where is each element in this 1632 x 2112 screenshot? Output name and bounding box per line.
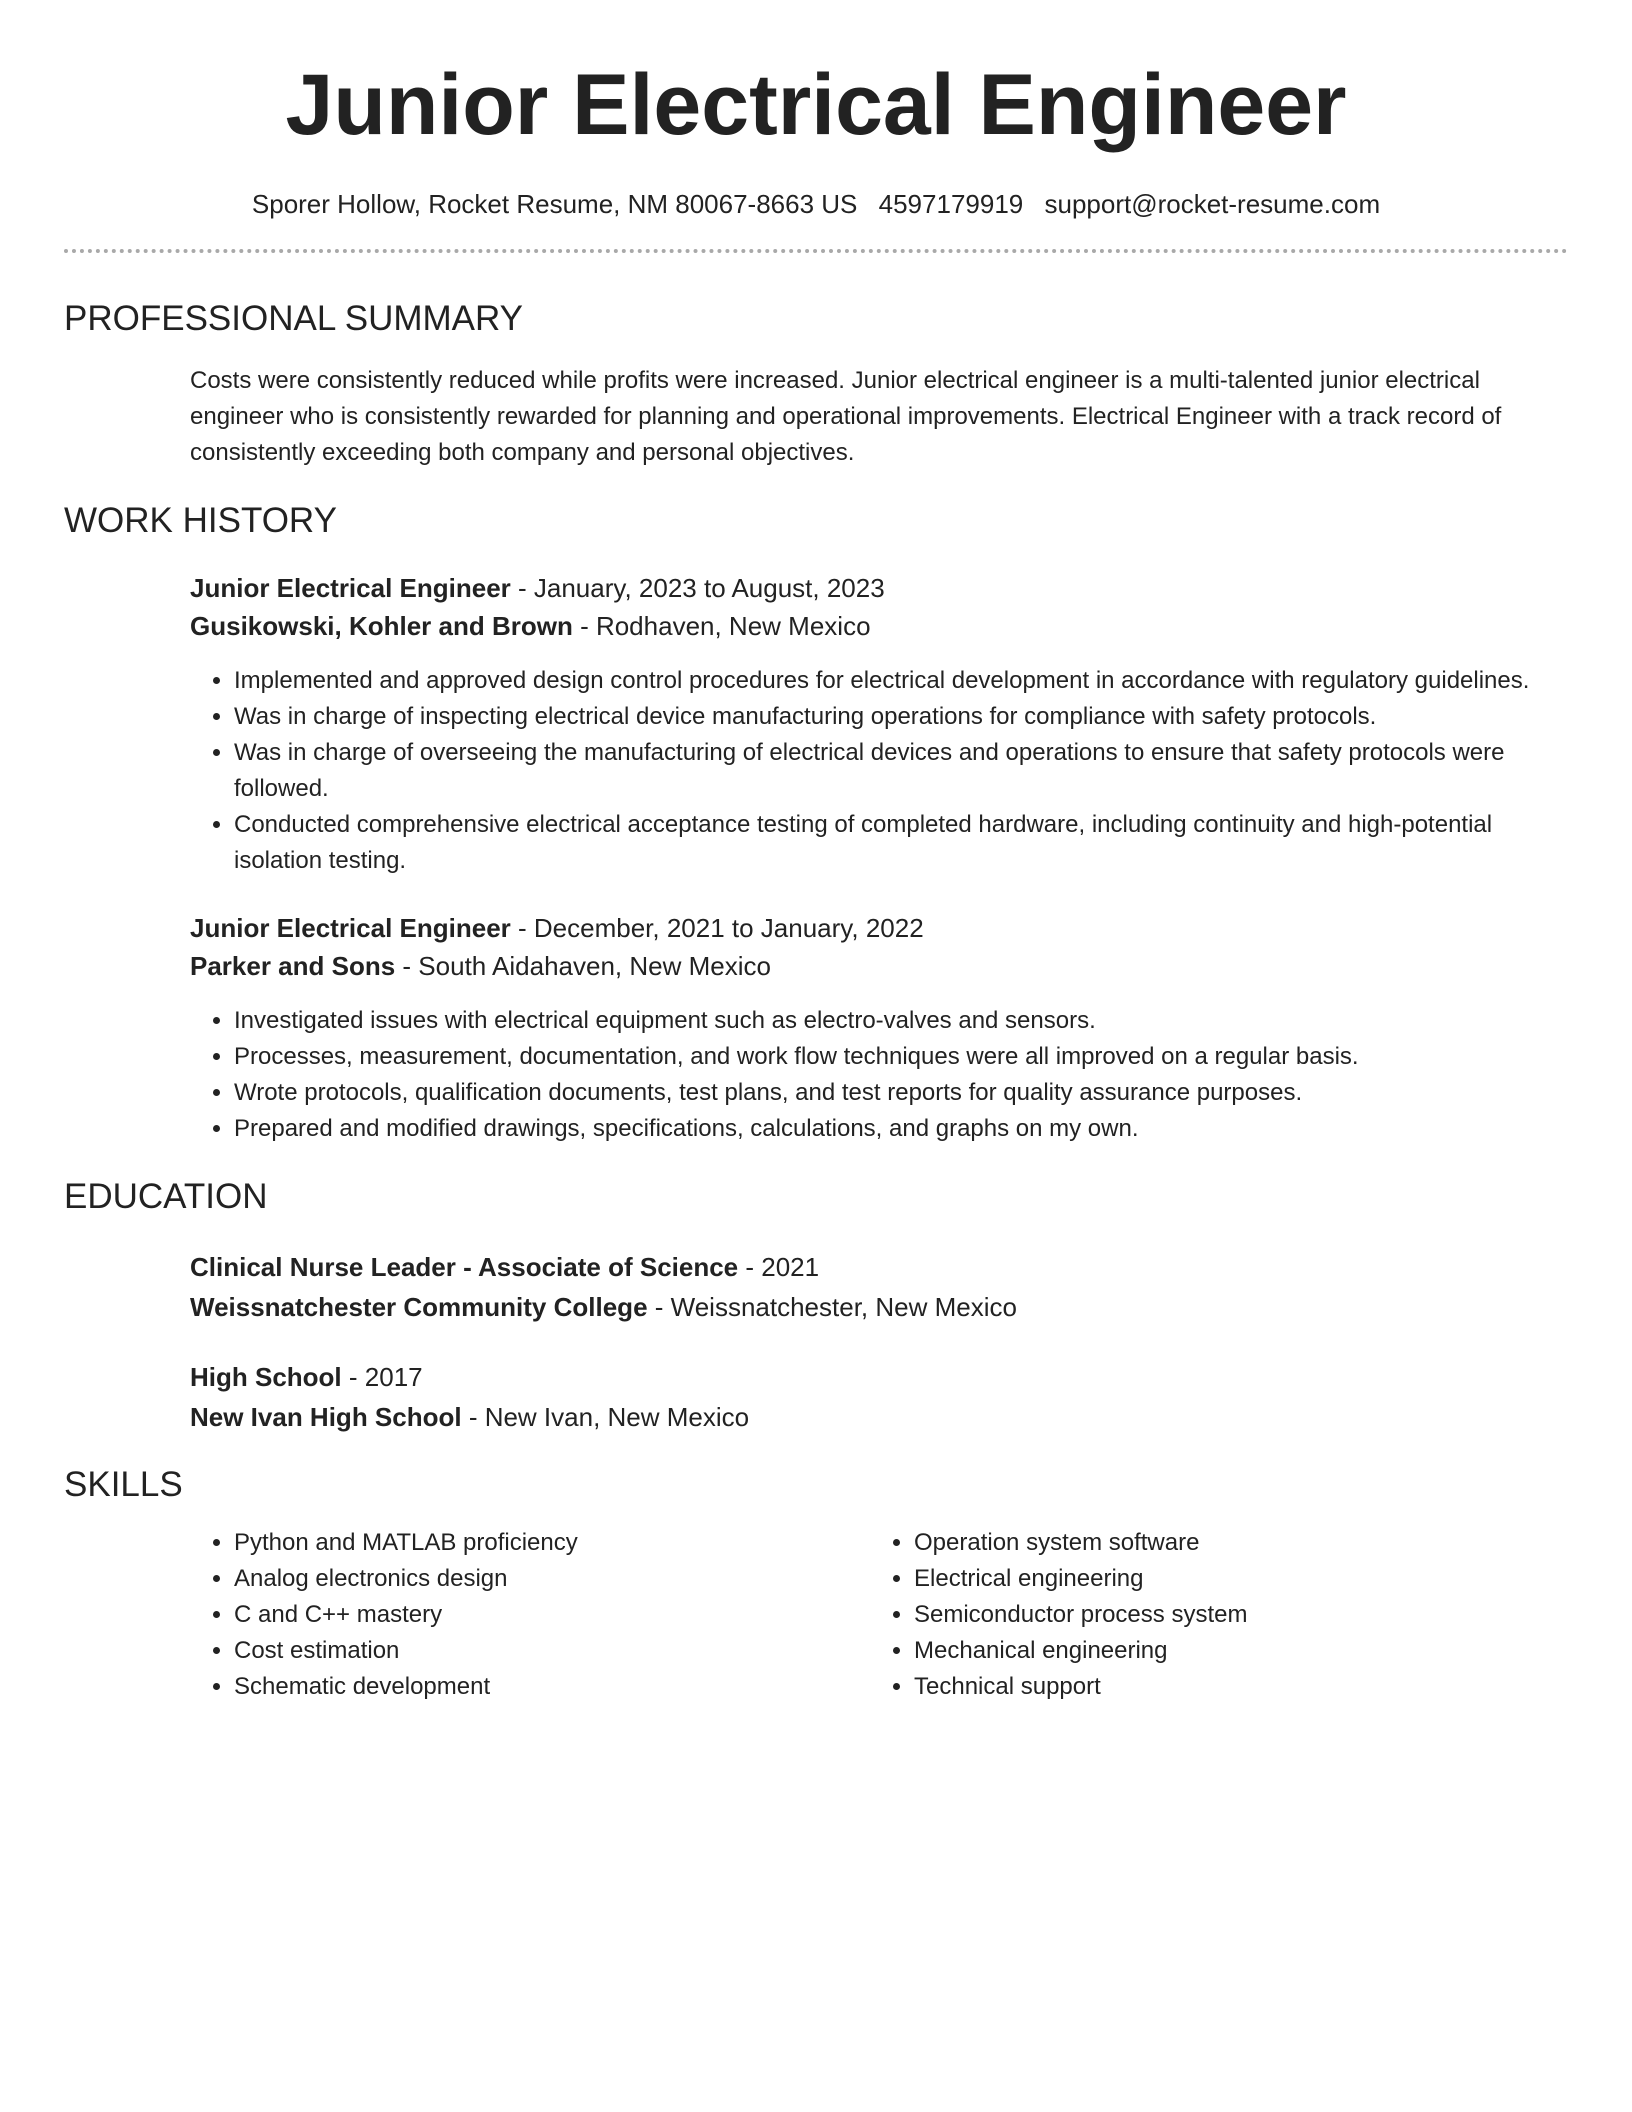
job-bullet: • Was in charge of inspecting electrical device manufacturing operations for compliance with safety protocols. bbox=[234, 699, 1568, 735]
job-title-line bbox=[190, 569, 1568, 607]
education-year: - 2021 bbox=[738, 1252, 820, 1282]
education-entry bbox=[190, 1247, 1568, 1327]
skills-list bbox=[870, 1525, 1550, 1705]
job-company: Gusikowski, Kohler and Brown bbox=[190, 611, 573, 641]
job-bullet: • Was in charge of overseeing the manufacturing of electrical devices and operations to ensure that safety protocols were followed. bbox=[234, 735, 1568, 807]
education-location: - Weissnatchester, New Mexico bbox=[647, 1292, 1017, 1322]
skill-item: • C and C++ mastery bbox=[234, 1597, 870, 1633]
work-history-heading: WORK HISTORY bbox=[64, 501, 337, 540]
education-entry bbox=[190, 1357, 1568, 1437]
summary-heading: PROFESSIONAL SUMMARY bbox=[64, 299, 523, 338]
job-location: - Rodhaven, New Mexico bbox=[572, 611, 871, 641]
skills-grid bbox=[190, 1525, 1568, 1705]
resume-name: Junior Electrical Engineer bbox=[285, 57, 1347, 153]
education-school-line bbox=[190, 1397, 1568, 1437]
skills-column-left bbox=[190, 1525, 870, 1705]
job-bullet: • Investigated issues with electrical equipment such as electro-valves and sensors. bbox=[234, 1003, 1568, 1039]
job-dates: - January, 2023 to August, 2023 bbox=[510, 573, 885, 603]
skill-item: • Schematic development bbox=[234, 1669, 870, 1705]
job-role: Junior Electrical Engineer bbox=[190, 913, 511, 943]
contact-email: support@rocket-resume.com bbox=[1044, 189, 1381, 219]
job-role: Junior Electrical Engineer bbox=[190, 573, 511, 603]
job-entry bbox=[190, 909, 1568, 1147]
education-school-line bbox=[190, 1287, 1568, 1327]
job-bullet: • Processes, measurement, documentation, and work flow techniques were all improved on a regular basis. bbox=[234, 1039, 1568, 1075]
summary-text: Costs were consistently reduced while profits were increased. Junior electrical engineer is a multi-talented junior electrical engineer who is consistently rewarded for planning and operational improvements. Electrical Engineer with a track record of consistently exceeding both company and personal objectives. bbox=[190, 367, 1502, 466]
skill-item: • Semiconductor process system bbox=[914, 1597, 1550, 1633]
job-bullet: • Wrote protocols, qualification documents, test plans, and test reports for quality assurance purposes. bbox=[234, 1075, 1568, 1111]
job-bullet: • Prepared and modified drawings, specifications, calculations, and graphs on my own. bbox=[234, 1111, 1568, 1147]
job-company-line bbox=[190, 947, 1568, 985]
skill-item: • Mechanical engineering bbox=[914, 1633, 1550, 1669]
education-degree: Clinical Nurse Leader - Associate of Science bbox=[190, 1252, 739, 1282]
education-location: - New Ivan, New Mexico bbox=[461, 1402, 750, 1432]
education-heading: EDUCATION bbox=[64, 1177, 268, 1216]
contact-line bbox=[64, 187, 1568, 221]
job-bullets bbox=[190, 1003, 1568, 1147]
job-company-line bbox=[190, 607, 1568, 645]
job-title-line bbox=[190, 909, 1568, 947]
job-bullet: • Conducted comprehensive electrical acceptance testing of completed hardware, including continuity and high-potential isolation testing. bbox=[234, 807, 1568, 879]
skill-item: • Operation system software bbox=[914, 1525, 1550, 1561]
header-divider bbox=[64, 249, 1568, 253]
job-company: Parker and Sons bbox=[190, 951, 396, 981]
job-bullet: • Implemented and approved design control procedures for electrical development in accordance with regulatory guidelines. bbox=[234, 663, 1568, 699]
contact-address: Sporer Hollow, Rocket Resume, NM 80067-8663 US bbox=[251, 189, 858, 219]
skills-column-right bbox=[870, 1525, 1550, 1705]
job-location: - South Aidahaven, New Mexico bbox=[395, 951, 771, 981]
skill-item: • Electrical engineering bbox=[914, 1561, 1550, 1597]
job-entry bbox=[190, 569, 1568, 879]
job-bullets bbox=[190, 663, 1568, 879]
education-school: New Ivan High School bbox=[190, 1402, 462, 1432]
skill-item: • Cost estimation bbox=[234, 1633, 870, 1669]
skill-item: • Analog electronics design bbox=[234, 1561, 870, 1597]
education-degree: High School bbox=[190, 1362, 342, 1392]
contact-phone: 4597179919 bbox=[878, 189, 1024, 219]
job-dates: - December, 2021 to January, 2022 bbox=[510, 913, 924, 943]
skill-item: • Python and MATLAB proficiency bbox=[234, 1525, 870, 1561]
skill-item: • Technical support bbox=[914, 1669, 1550, 1705]
skills-list bbox=[190, 1525, 870, 1705]
education-degree-line bbox=[190, 1357, 1568, 1397]
education-degree-line bbox=[190, 1247, 1568, 1287]
education-year: - 2017 bbox=[341, 1362, 423, 1392]
skills-heading: SKILLS bbox=[64, 1465, 183, 1504]
education-school: Weissnatchester Community College bbox=[190, 1292, 648, 1322]
